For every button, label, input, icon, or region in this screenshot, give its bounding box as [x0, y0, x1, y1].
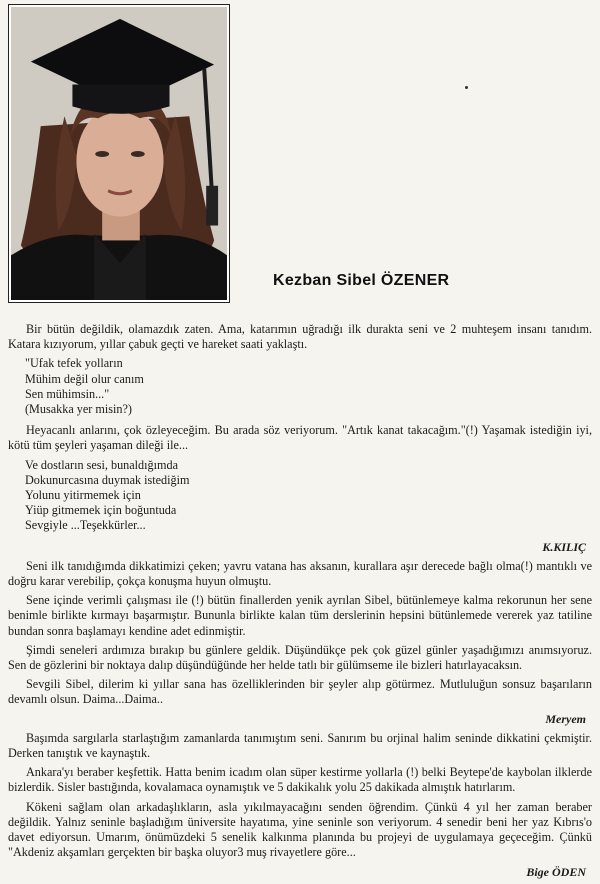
paragraph: Seni ilk tanıdığımda dikkatimizi çeken; yavru vatana has aksanın, kurallara aşır derecede bağlı olma(!) mantıklı ve doğru karar verebilip, çokça konuşma huyun olmuştu.	[8, 558, 592, 589]
poem-line: Mühim değil olur canım	[25, 371, 144, 386]
graduate-portrait-photo	[11, 7, 227, 300]
author-signature: K.KILIÇ	[542, 539, 586, 554]
author-signature: Meryem	[545, 711, 586, 726]
poem-line: Yiüp gitmemek için boğuntuda	[25, 503, 177, 518]
paragraph: Heyacanlı anlarını, çok özleyeceğim. Bu arada söz veriyorum. "Artık kanat takacağım."(!) Yaşamak istediğin iyi, kötü tüm şeyleri yaşaman dileği ile...	[8, 423, 592, 453]
paragraph: Sene içinde verimli çalışması ile (!) bütün finallerden yenik ayrılan Sibel, bütünlemeye kalma rekorunun her sene benimle birlikte kırmayı başarmıştır. Bununla birlikte kalan tüm derslerinin hepsini bütünlemede vererek yaz tatiline bundan sonra başlamayı kendine adet edinmiştir.	[8, 593, 592, 638]
paragraph: Ankara'yı beraber keşfettik. Hatta benim icadım olan süper kestirme yollarla (!) belki Beytepe'de kaybolan ilklerde bizlerdik. Sisler bastığında, kovalamaca oynamıştık ve 5 dakikalık yolu 25 dakikada almıştık hatırlarım.	[8, 765, 592, 795]
poem-line: (Musakka yer misin?)	[25, 402, 132, 417]
paragraph: Bir bütün değildik, olamazdık zaten. Ama, katarımın uğradığı ilk durakta seni ve 2 muhteşem insanı tanıdım. Katara kızıyorum, yıllar çabuk geçti ve hareket saati yaklaştı.	[8, 322, 592, 352]
poem-block	[25, 458, 592, 534]
student-name-heading: Kezban Sibel ÖZENER	[273, 272, 450, 289]
speck-mark	[465, 86, 468, 89]
paragraph: Sevgili Sibel, dilerim ki yıllar sana has özelliklerinden bir şeyler alıp götürmez. Mutluluğun sonsuz başarıların devamlı olsun. Daima...Daima..	[8, 677, 592, 707]
poem-line: "Ufak tefek yolların	[25, 356, 123, 371]
poem-line: Dokunurcasına duymak istediğim	[25, 472, 190, 487]
poem-line: Yolunu yitirmemek için	[25, 488, 141, 503]
poem-line: Ve dostların sesi, bunaldığımda	[25, 457, 178, 472]
dedication-section	[8, 731, 592, 880]
poem-block	[25, 356, 592, 417]
dedication-section	[8, 322, 592, 555]
paragraph: Kökeni sağlam olan arkadaşlıkların, asla yıkılmayacağını senden öğrendim. Çünkü 4 yıl her zaman beraber değildik. Yalnız seninle başladığım üniversite hayatıma, yine seninle son veriyorum. 4 senedir beni her yaz Kıbrıs'o davet ediyorsun. Umarım, önümüzdeki 5 senelik kalkınma planında bu projeyi de uygulamaya geçeceğim. Çünkü "Akdeniz akşamları gerçekten bir başka oluyor3 muş rivayetlere göre...	[8, 799, 592, 860]
dedication-section	[8, 559, 592, 727]
portrait-photo-frame	[8, 4, 230, 303]
paragraph: Başımda sargılarla starlaştığım zamanlarda tanımıştım seni. Sanırım bu orjinal halim seninde dikkatini çekmiştir. Derken tanıştık ve kaynaştık.	[8, 730, 592, 761]
poem-line: Sen mühimsin..."	[25, 386, 110, 401]
dedication-text	[8, 322, 592, 884]
poem-line: Sevgiyle ...Teşekkürler...	[25, 518, 146, 533]
author-signature: Bige ÖDEN	[526, 864, 586, 879]
paragraph: Şimdi seneleri ardımıza bırakıp bu günlere geldik. Düşündükçe pek çok güzel günler yaşadığımızı anımsıyoruz. Sen de gözlerini bir noktaya dalıp düşündüğünde her helde tatlı bir gülümseme ile bizleri hatırlayacaksın.	[8, 642, 592, 673]
